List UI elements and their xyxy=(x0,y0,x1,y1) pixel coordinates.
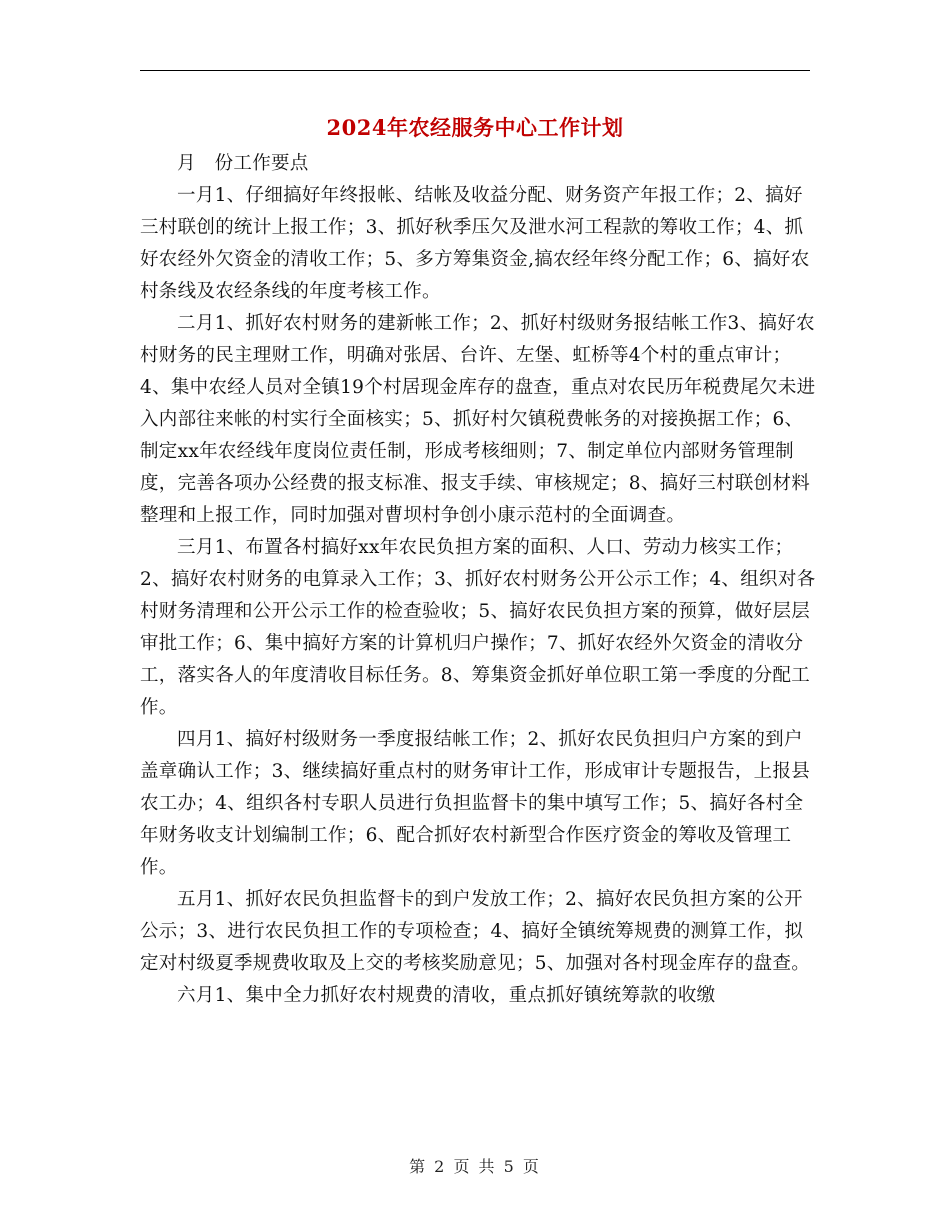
paragraph-june: 六月1、集中全力抓好农村规费的清收，重点抓好镇统筹款的收缴 xyxy=(177,985,716,1006)
document-body xyxy=(140,148,820,1012)
paragraph-may: 五月1、抓好农民负担监督卡的到户发放工作；2、搞好农民负担方案的公开公示；3、进行农民负担工作的专项检查；4、搞好全镇统筹规费的测算工作，拟定对村级夏季规费收取及上交的考核奖励意见；5、加强对各村现金库存的盘查。 xyxy=(140,889,811,974)
header-rule xyxy=(140,70,810,71)
paragraph-february: 二月1、抓好农村财务的建新帐工作；2、抓好村级财务报结帐工作3、搞好农村财务的民主理财工作，明确对张居、台许、左堡、虹桥等4个村的重点审计；4、集中农经人员对全镇19个村居现金库存的盘查，重点对农民历年税费尾欠未进入内部往来帐的村实行全面核实；5、抓好村欠镇税费帐务的对接换据工作；6、制定xx年农经线年度岗位责任制，形成考核细则；7、制定单位内部财务管理制度，完善各项办公经费的报支标准、报支手续、审核规定；8、搞好三村联创材料整理和上报工作，同时加强对曹坝村争创小康示范村的全面调查。 xyxy=(140,313,816,526)
section-heading: 月 份工作要点 xyxy=(177,153,309,174)
paragraph-march: 三月1、布置各村搞好xx年农民负担方案的面积、人口、劳动力核实工作；2、搞好农村财务的电算录入工作；3、抓好农村财务公开公示工作；4、组织对各村财务清理和公开公示工作的检查验收；5、搞好农民负担方案的预算，做好层层审批工作；6、集中搞好方案的计算机归户操作；7、抓好农经外欠资金的清收分工，落实各人的年度清收目标任务。8、筹集资金抓好单位职工第一季度的分配工作。 xyxy=(140,537,816,718)
document-title: 2024年农经服务中心工作计划 xyxy=(326,115,624,140)
page-number: 第 2 页 共 5 页 xyxy=(409,1157,541,1176)
paragraph-april: 四月1、搞好村级财务一季度报结帐工作；2、抓好农民负担归户方案的到户盖章确认工作；3、继续搞好重点村的财务审计工作，形成审计专题报告，上报县农工办；4、组织各村专职人员进行负担监督卡的集中填写工作；5、搞好各村全年财务收支计划编制工作；6、配合抓好农村新型合作医疗资金的筹收及管理工作。 xyxy=(140,729,811,878)
paragraph-january: 一月1、仔细搞好年终报帐、结帐及收益分配、财务资产年报工作；2、搞好三村联创的统计上报工作；3、抓好秋季压欠及泄水河工程款的筹收工作；4、抓好农经外欠资金的清收工作；5、多方筹集资金,搞农经年终分配工作；6、搞好农村条线及农经条线的年度考核工作。 xyxy=(140,185,810,302)
